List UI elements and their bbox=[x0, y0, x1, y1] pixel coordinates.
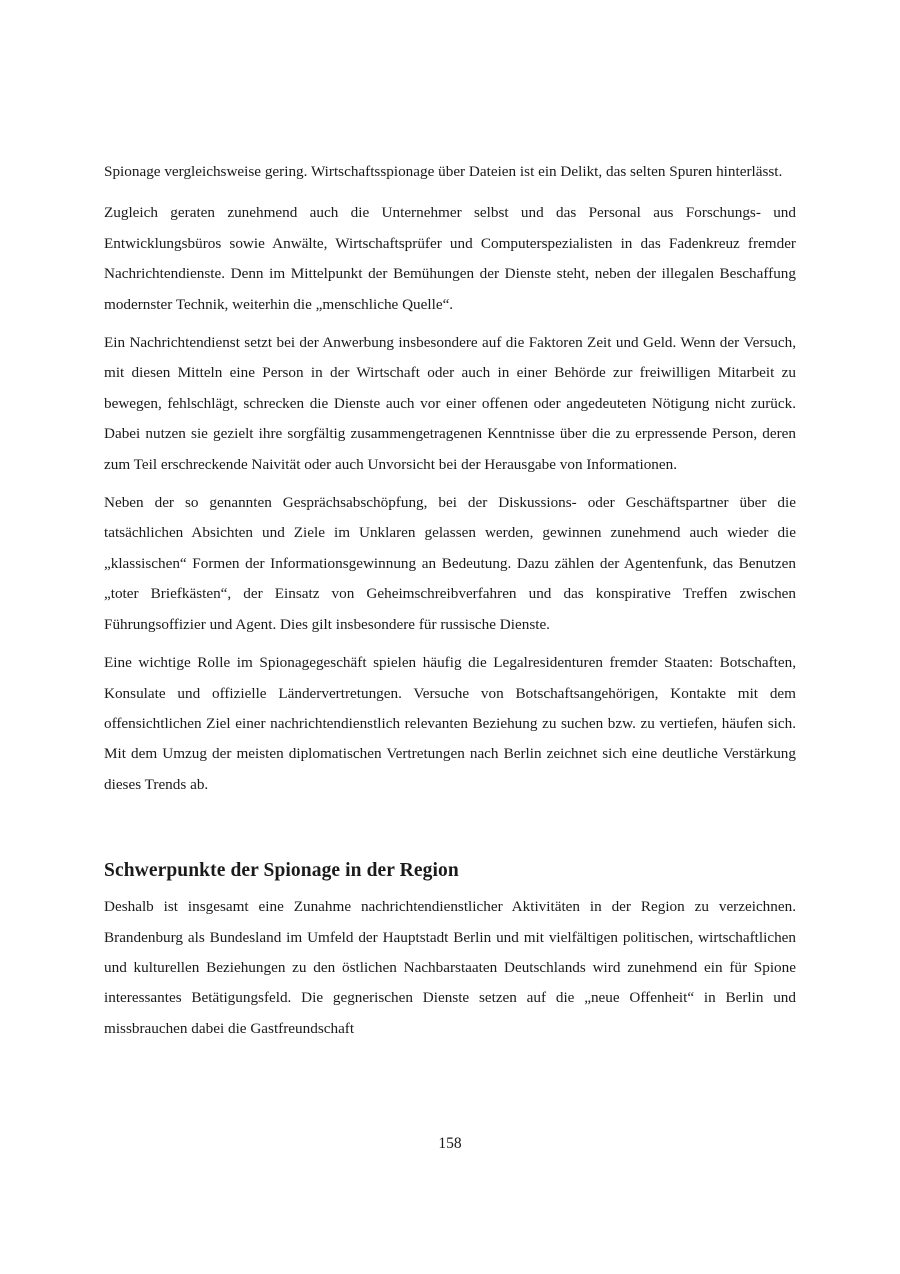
paragraph-5: Eine wichtige Rolle im Spionagegeschäft spielen häufig die Legalresidenturen fremder Staaten: Botschaften, Konsulate und offizielle Ländervertretungen. Versuche von Botschaftsangehörigen, Kontakte mit dem offensichtlichen Ziel einer nachrichtendienstlich relevanten Beziehung zu suchen bzw. zu vertiefen, häufen sich. Mit dem Umzug der meisten diplomatischen Vertretungen nach Berlin zeichnet sich eine deutliche Verstärkung dieses Trends ab. bbox=[104, 654, 796, 793]
paragraph-1: Spionage vergleichsweise gering. Wirtschaftsspionage über Dateien ist ein Delikt, das selten Spuren hinterlässt. bbox=[104, 163, 783, 180]
paragraph-4: Neben der so genannten Gesprächsabschöpfung, bei der Diskussions- oder Geschäftspartner über die tatsächlichen Absichten und Ziele im Unklaren gelassen werden, gewinnen zunehmend auch wieder die „klassischen“ Formen der Informationsgewinnung an Bedeutung. Dazu zählen der Agentenfunk, das Benutzen „toter Briefkästen“, der Einsatz von Geheimschreibverfahren und das konspirative Treffen zwischen Führungsoffizier und Agent. Dies gilt insbesondere für russische Dienste. bbox=[104, 494, 796, 633]
paragraph-3: Ein Nachrichtendienst setzt bei der Anwerbung insbesondere auf die Faktoren Zeit und Geld. Wenn der Versuch, mit diesen Mitteln eine Person in der Wirtschaft oder auch in einer Behörde zur freiwilligen Mitarbeit zu bewegen, fehlschlägt, schrecken die Dienste auch vor einer offenen oder angedeuteten Nötigung nicht zurück. Dabei nutzen sie gezielt ihre sorgfältig zusammengetragenen Kenntnisse über die zu erpressende Person, deren zum Teil erschreckende Naivität oder auch Unvorsicht bei der Herausgabe von Informationen. bbox=[104, 334, 796, 473]
section-heading: Schwerpunkte der Spionage in der Region bbox=[104, 860, 459, 882]
paragraph-2: Zugleich geraten zunehmend auch die Unternehmer selbst und das Personal aus Forschungs- und Entwicklungsbüros sowie Anwälte, Wirtschaftsprüfer und Computerspezialisten in das Fadenkreuz fremder Nachrichtendienste. Denn im Mittelpunkt der Bemühungen der Dienste steht, neben der illegalen Beschaffung modernster Technik, weiterhin die „menschliche Quelle“. bbox=[104, 204, 796, 313]
page-body bbox=[104, 157, 796, 1044]
page-number: 158 bbox=[438, 1135, 462, 1152]
paragraph-6: Deshalb ist insgesamt eine Zunahme nachrichtendienstlicher Aktivitäten in der Region zu verzeichnen. Brandenburg als Bundesland im Umfeld der Hauptstadt Berlin und mit vielfältigen politischen, wirtschaftlichen und kulturellen Beziehungen zu den östlichen Nachbarstaaten Deutschlands wird zunehmend ein für Spione interessantes Betätigungsfeld. Die gegnerischen Dienste setzen auf die „neue Offenheit“ in Berlin und missbrauchen dabei die Gastfreundschaft bbox=[104, 898, 796, 1037]
